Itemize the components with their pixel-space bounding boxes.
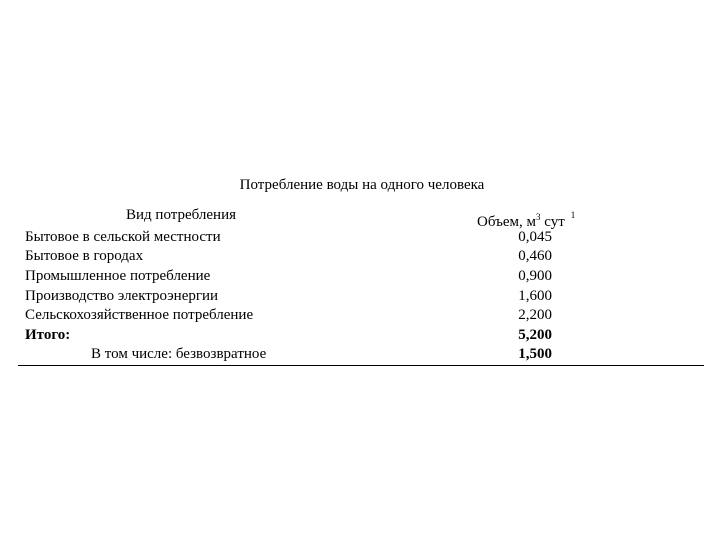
row-value: 0,900 (518, 268, 552, 284)
unit-suffix: сут (540, 214, 565, 230)
table-row (0, 267, 720, 286)
table-row (0, 287, 720, 306)
subtotal-label: В том числе: безвозвратное (91, 346, 267, 362)
row-label: Производство электроэнергии (25, 288, 219, 304)
total-label: Итого: (25, 327, 71, 343)
row-value: 0,045 (518, 229, 552, 245)
column-header-consumption-type: Вид потребления (126, 207, 236, 223)
unit-superscript: 3 (536, 212, 541, 222)
unit-prefix: Объем, м (477, 214, 536, 230)
row-label: Бытовое в сельской местности (25, 229, 221, 245)
table-title: Потребление воды на одного человека (239, 177, 485, 193)
row-label: Сельскохозяйственное потребление (25, 307, 254, 323)
table-bottom-rule (18, 365, 704, 366)
total-row (0, 326, 720, 345)
table-row (0, 228, 720, 247)
total-value: 5,200 (518, 327, 552, 343)
row-label: Промышленное потребление (25, 268, 211, 284)
footnote-marker: 1 (570, 210, 576, 220)
subtotal-value: 1,500 (518, 346, 552, 362)
row-value: 1,600 (518, 288, 552, 304)
subtotal-row (0, 345, 720, 364)
row-label: Бытовое в городах (25, 248, 144, 264)
table-row (0, 247, 720, 266)
row-value: 2,200 (518, 307, 552, 323)
table-row (0, 306, 720, 325)
row-value: 0,460 (518, 248, 552, 264)
